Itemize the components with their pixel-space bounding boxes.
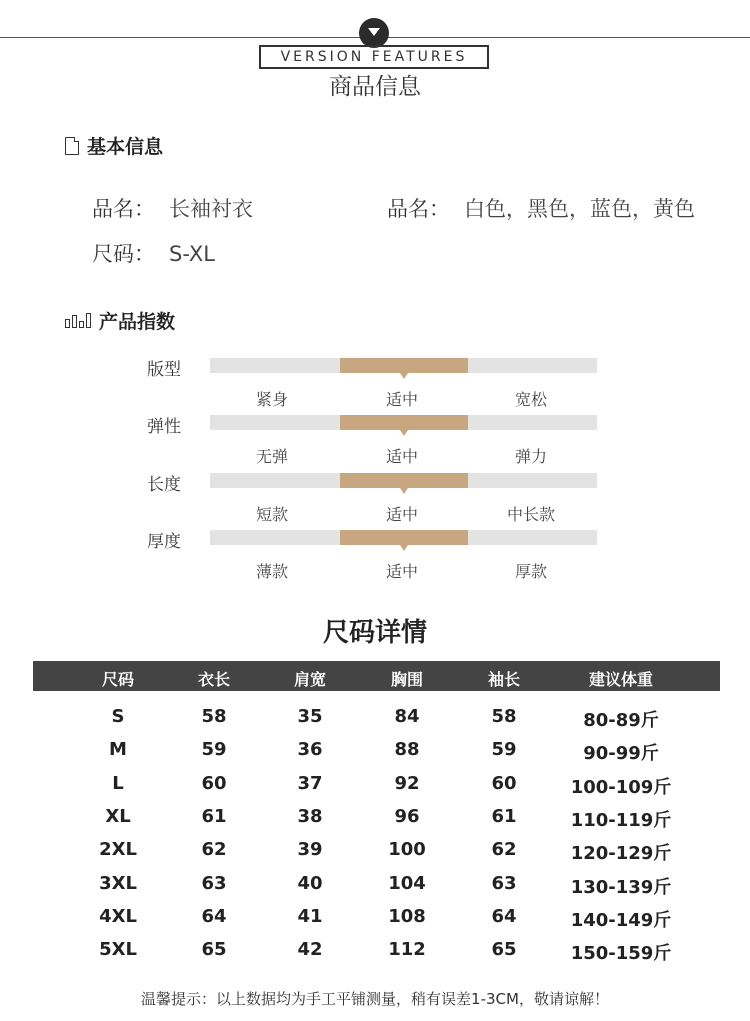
table-cell: 61 — [491, 805, 517, 827]
table-cell: 120-129斤 — [570, 843, 672, 865]
table-cell: 58 — [201, 706, 227, 727]
table-cell: 63 — [491, 872, 517, 894]
index-option: 短款 — [255, 505, 288, 524]
column-header: 衣长 — [197, 670, 230, 689]
table-cell: 63 — [201, 872, 227, 894]
table-cell: 41 — [297, 905, 323, 927]
table-cell: 2XL — [99, 839, 137, 861]
table-cell: 130-139斤 — [570, 876, 672, 898]
index-option: 宽松 — [514, 390, 547, 409]
table-cell: 61 — [201, 805, 227, 827]
table-cell: 84 — [394, 706, 420, 727]
table-cell: 58 — [491, 706, 517, 727]
table-cell: 140-149斤 — [570, 909, 672, 931]
product-name-row — [92, 193, 253, 223]
table-cell: 112 — [388, 939, 426, 961]
table-cell: 59 — [201, 739, 227, 761]
index-option: 厚款 — [514, 562, 547, 581]
index-option: 适中 — [385, 505, 418, 524]
table-cell: 104 — [388, 872, 426, 894]
table-cell: 4XL — [99, 905, 137, 927]
table-cell: 108 — [388, 905, 426, 927]
table-cell: 40 — [297, 872, 323, 894]
product-color-label: 品名： — [387, 197, 450, 221]
column-header: 袖长 — [487, 670, 520, 689]
basic-info-heading — [65, 132, 163, 159]
size-table-title: 尺码详情 — [322, 618, 427, 648]
table-cell: 96 — [394, 805, 420, 827]
index-selected-segment — [340, 530, 468, 545]
document-icon — [65, 137, 79, 155]
index-option: 弹力 — [514, 447, 547, 466]
table-cell: L — [112, 772, 124, 794]
index-track — [210, 358, 597, 373]
table-cell: 88 — [394, 739, 420, 761]
table-cell: 92 — [394, 772, 420, 794]
table-cell: 100-109斤 — [570, 776, 672, 798]
table-cell: 65 — [201, 939, 227, 961]
table-cell: 5XL — [99, 939, 137, 961]
table-cell: S — [111, 706, 125, 727]
table-cell: 62 — [491, 839, 517, 861]
column-header: 尺码 — [101, 670, 134, 689]
table-cell: M — [109, 739, 127, 761]
product-index-heading-text: 产品指数 — [99, 311, 176, 333]
table-cell: 59 — [491, 739, 517, 761]
table-cell: 110-119斤 — [570, 809, 672, 831]
page-title: 商品信息 — [329, 74, 421, 100]
table-cell: 42 — [297, 939, 323, 961]
size-table-header — [33, 661, 720, 691]
table-cell: 65 — [491, 939, 517, 961]
measurement-tip: 温馨提示：以上数据均为手工平铺测量，稍有误差1-3CM，敬请谅解！ — [141, 990, 609, 1008]
index-row-label: 弹性 — [147, 417, 181, 437]
product-name-label: 品名： — [92, 197, 155, 221]
product-index-heading — [65, 307, 175, 334]
index-row-label: 厚度 — [147, 532, 181, 552]
index-selected-segment — [340, 415, 468, 430]
index-option: 紧身 — [255, 390, 288, 409]
column-header: 建议体重 — [588, 670, 653, 689]
table-cell: 36 — [297, 739, 323, 761]
table-cell: 64 — [491, 905, 517, 927]
index-option: 无弹 — [255, 447, 288, 466]
index-track — [210, 415, 597, 430]
basic-info-heading-text: 基本信息 — [87, 136, 164, 158]
table-cell: 39 — [297, 839, 323, 861]
index-option: 适中 — [385, 447, 418, 466]
table-cell: 37 — [297, 772, 323, 794]
index-option: 适中 — [385, 390, 418, 409]
table-cell: 38 — [297, 805, 323, 827]
column-header: 胸围 — [390, 670, 423, 689]
product-size-value: S-XL — [169, 242, 215, 266]
index-option: 适中 — [385, 562, 418, 581]
product-size-label: 尺码： — [92, 242, 155, 266]
table-cell: 60 — [201, 772, 227, 794]
version-features-label: VERSION FEATURES — [259, 45, 489, 69]
table-cell: 100 — [388, 839, 426, 861]
bar-chart-icon — [65, 314, 91, 328]
table-cell: XL — [105, 805, 131, 827]
table-cell: 80-89斤 — [583, 710, 659, 731]
index-row-label: 长度 — [147, 475, 181, 495]
index-option: 薄款 — [255, 562, 288, 581]
product-color-row — [387, 193, 695, 223]
table-cell: 60 — [491, 772, 517, 794]
column-header: 肩宽 — [293, 670, 326, 689]
index-option: 中长款 — [506, 505, 555, 524]
table-cell: 35 — [297, 706, 323, 727]
table-cell: 62 — [201, 839, 227, 861]
table-cell: 150-159斤 — [570, 943, 672, 965]
index-track — [210, 530, 597, 545]
index-selected-segment — [340, 358, 468, 373]
index-row-label: 版型 — [147, 360, 181, 380]
table-cell: 90-99斤 — [583, 743, 659, 765]
chevron-down-icon — [359, 18, 389, 48]
index-selected-segment — [340, 473, 468, 488]
product-color-value: 白色，黑色，蓝色，黄色 — [464, 197, 695, 221]
index-track — [210, 473, 597, 488]
table-cell: 3XL — [99, 872, 137, 894]
product-size-row — [92, 238, 215, 268]
table-cell: 64 — [201, 905, 227, 927]
product-name-value: 长袖衬衣 — [169, 197, 253, 221]
